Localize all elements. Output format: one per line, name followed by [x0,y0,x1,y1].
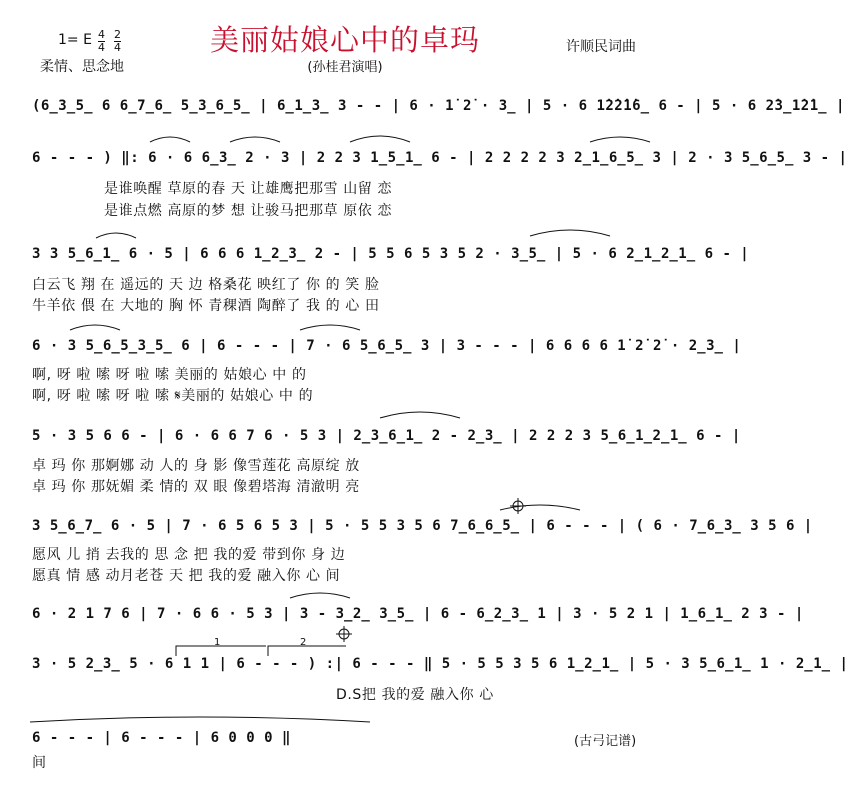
notation-row-9: 6 - - - | 6 - - - | 6 0 0 0 ‖ [32,730,291,746]
volta-1-label: 1 [214,637,221,648]
slur [530,230,610,236]
key-signature: 1= E [58,32,92,48]
notation-row-2: 6 - - - ) ‖: 6 · 6 6̲3̲ 2 · 3 | 2 2 3 1̲5̲1̲ 6 - | 2 2 2 2 3 2̲1̲6̲5̲ 3 | 2 · 3 5̲6̲5̲ 3 - | [32,150,848,166]
song-title: 美丽姑娘心中的卓玛 [209,23,480,57]
singer-credit: (孙桂君演唱) [307,60,383,75]
volta-2-label: 2 [300,637,307,648]
lyrics-row-4-verse-1: 啊, 呀 啦 嗦 呀 啦 嗦 美丽的 姑娘心 中 的 [32,367,307,383]
notation-row-7: 6 · 2 1 7 6 | 7 · 6 6 · 5 3 | 3 - 3̲2̲ 3̲5̲ | 6 - 6̲2̲3̲ 1 | 3 · 5 2 1 | 1̲6̲1̲ 2 3 - | [32,606,804,622]
lyrics-row-9: 间 [32,755,47,771]
slur [150,137,190,142]
slur [350,136,410,142]
slur [230,137,280,142]
slur [290,593,350,598]
notation-row-4: 6 · 3 5̲6̲5̲3̲5̲ 6 | 6 - - - | 7 · 6 5̲6̲5̲ 3 | 3 - - - | 6 6 6 6 1̇ 2̇ 2̇ · 2̲3̲ | [32,338,742,354]
lyrics-row-6-verse-1: 愿风 儿 捎 去我的 思 念 把 我的爱 带到你 身 边 [32,547,346,563]
lyrics-row-5-verse-1: 卓 玛 你 那婀娜 动 人的 身 影 像雪莲花 高原绽 放 [32,458,360,474]
lyrics-row-5-verse-2: 卓 玛 你 那妩媚 柔 情的 双 眼 像碧塔海 清澈明 亮 [32,479,360,495]
time-signature-a: 4 4 [98,28,105,54]
volta-1-bracket [176,646,266,656]
notation-row-8: 3 · 5 2̲3̲ 5 · 6 1 1 | 6 - - - ) :| 6 - - - ‖ 5 · 5 5 3 5 6 1̲2̲1̲ | 5 · 3 5̲6̲1̲ 1 · 2̲1̲ | [32,656,848,672]
slur [300,325,360,330]
notation-row-3: 3 3 5̲6̲1̲ 6 · 5 | 6 6 6 1̲2̲3̲ 2 - | 5 5 6 5 3 5 2 · 3̲5̲ | 5 · 6 2̲1̲2̲1̲ 6 - | [32,246,750,262]
slur [70,325,120,330]
slur [590,137,650,142]
slur [30,717,370,722]
notation-row-1: (6̲3̲5̲ 6 6̲7̲6̲ 5̲3̲6̲5̲ | 6̲1̲3̲ 3 - - | 6 · 1̇ 2̇ · 3̲ | 5 · 6 1̇2̇2̇1̇6̲ 6 - | 5 · 6 2̇3̲1̇2̇1̲ | [32,98,845,114]
volta-2-bracket [268,646,346,656]
notation-row-6: 3 5̲6̲7̲ 6 · 5 | 7 · 6 5 6 5 3 | 5 · 5 5 3 5 6 7̲6̲6̲5̲ | 6 - - - | ( 6 · 7̲6̲3̲ 3 5 6 | [32,518,813,534]
slur [96,233,136,238]
lyrics-row-3-verse-2: 牛羊依 偎 在 大地的 胸 怀 青稞酒 陶醉了 我 的 心 田 [32,298,380,314]
notation-row-5: 5 · 3 5 6 6 - | 6 · 6 6 7 6 · 5 3 | 2̲3̲6̲1̲ 2 - 2̲3̲ | 2 2 2 3 5̲6̲1̲2̲1̲ 6 - | [32,428,741,444]
lyrics-row-6-verse-2: 愿真 情 感 动月老苍 天 把 我的爱 融入你 心 间 [32,568,341,584]
lyrics-row-4-verse-2: 啊, 呀 啦 嗦 呀 啦 嗦 𝄋美丽的 姑娘心 中 的 [32,388,314,404]
tempo-mood: 柔情、思念地 [40,59,124,75]
time-signature-b: 2 4 [114,28,121,54]
transcriber-credit: (古弓记谱) [574,734,637,749]
slur [380,412,460,418]
lyrics-row-2-verse-1: 是谁唤醒 草原的春 天 让雄鹰把那雪 山留 恋 [104,181,393,197]
lyrics-row-2-verse-2: 是谁点燃 高原的梦 想 让骏马把那草 原依 恋 [104,203,393,219]
lyrics-row-8-ds: D.S把 我的爱 融入你 心 [336,687,494,703]
lyrics-row-3-verse-1: 白云飞 翔 在 遥远的 天 边 格桑花 映红了 你 的 笑 脸 [32,277,380,293]
author-credit: 许顺民词曲 [566,39,636,55]
